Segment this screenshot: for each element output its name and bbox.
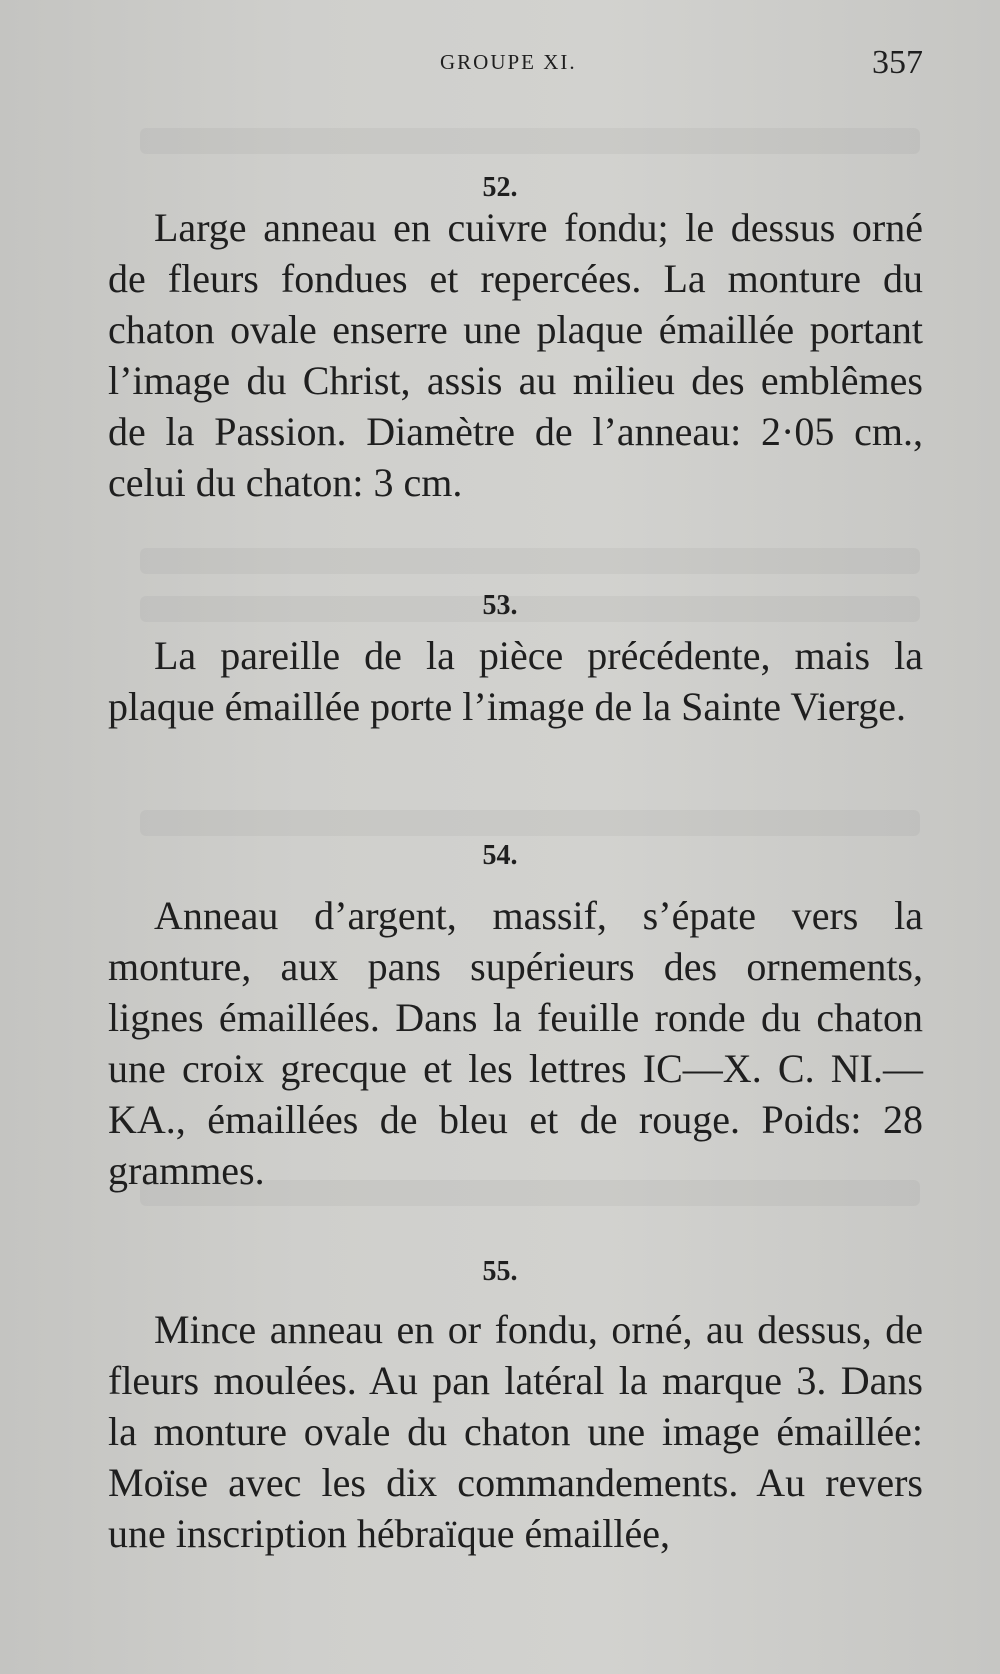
running-head: GROUPE XI. — [440, 50, 577, 74]
entry-number: 53. — [482, 590, 518, 621]
entry-paragraph: Large anneau en cuivre fondu; le dessus orné de fleurs fondues et repercées. La monture du chaton ovale enserre une plaque émaillée portant l’image du Christ, assis au milieu des emblêmes de la Passion. Diamètre de l’anneau: 2·05 cm., celui du chaton: 3 cm. — [108, 205, 923, 505]
bleed-through-texture — [140, 548, 920, 574]
entry-paragraph: La pareille de la pièce précédente, mais la plaque émaillée porte l’image de la Sainte Vierge. — [108, 633, 923, 729]
entry-number: 54. — [482, 840, 518, 871]
entry-paragraph: Anneau d’argent, massif, s’épate vers la monture, aux pans supérieurs des ornements, lignes émaillées. Dans la feuille ronde du chaton une croix grecque et les lettres IC—X. C. NI.—KA., émaillées de bleu et de rouge. Poids: 28 grammes. — [108, 893, 923, 1193]
bleed-through-texture — [140, 810, 920, 836]
entry-number: 55. — [482, 1256, 518, 1287]
page-header — [0, 44, 1000, 84]
bleed-through-texture — [140, 128, 920, 154]
entry-number: 52. — [482, 172, 518, 203]
entry-paragraph: Mince anneau en or fondu, orné, au dessus, de fleurs moulées. Au pan latéral la marque 3. Dans la monture ovale du chaton une image émaillée: Moïse avec les dix commandements. Au revers une inscription hébraïque émaillée, — [108, 1307, 923, 1556]
page-number: 357 — [872, 44, 923, 81]
